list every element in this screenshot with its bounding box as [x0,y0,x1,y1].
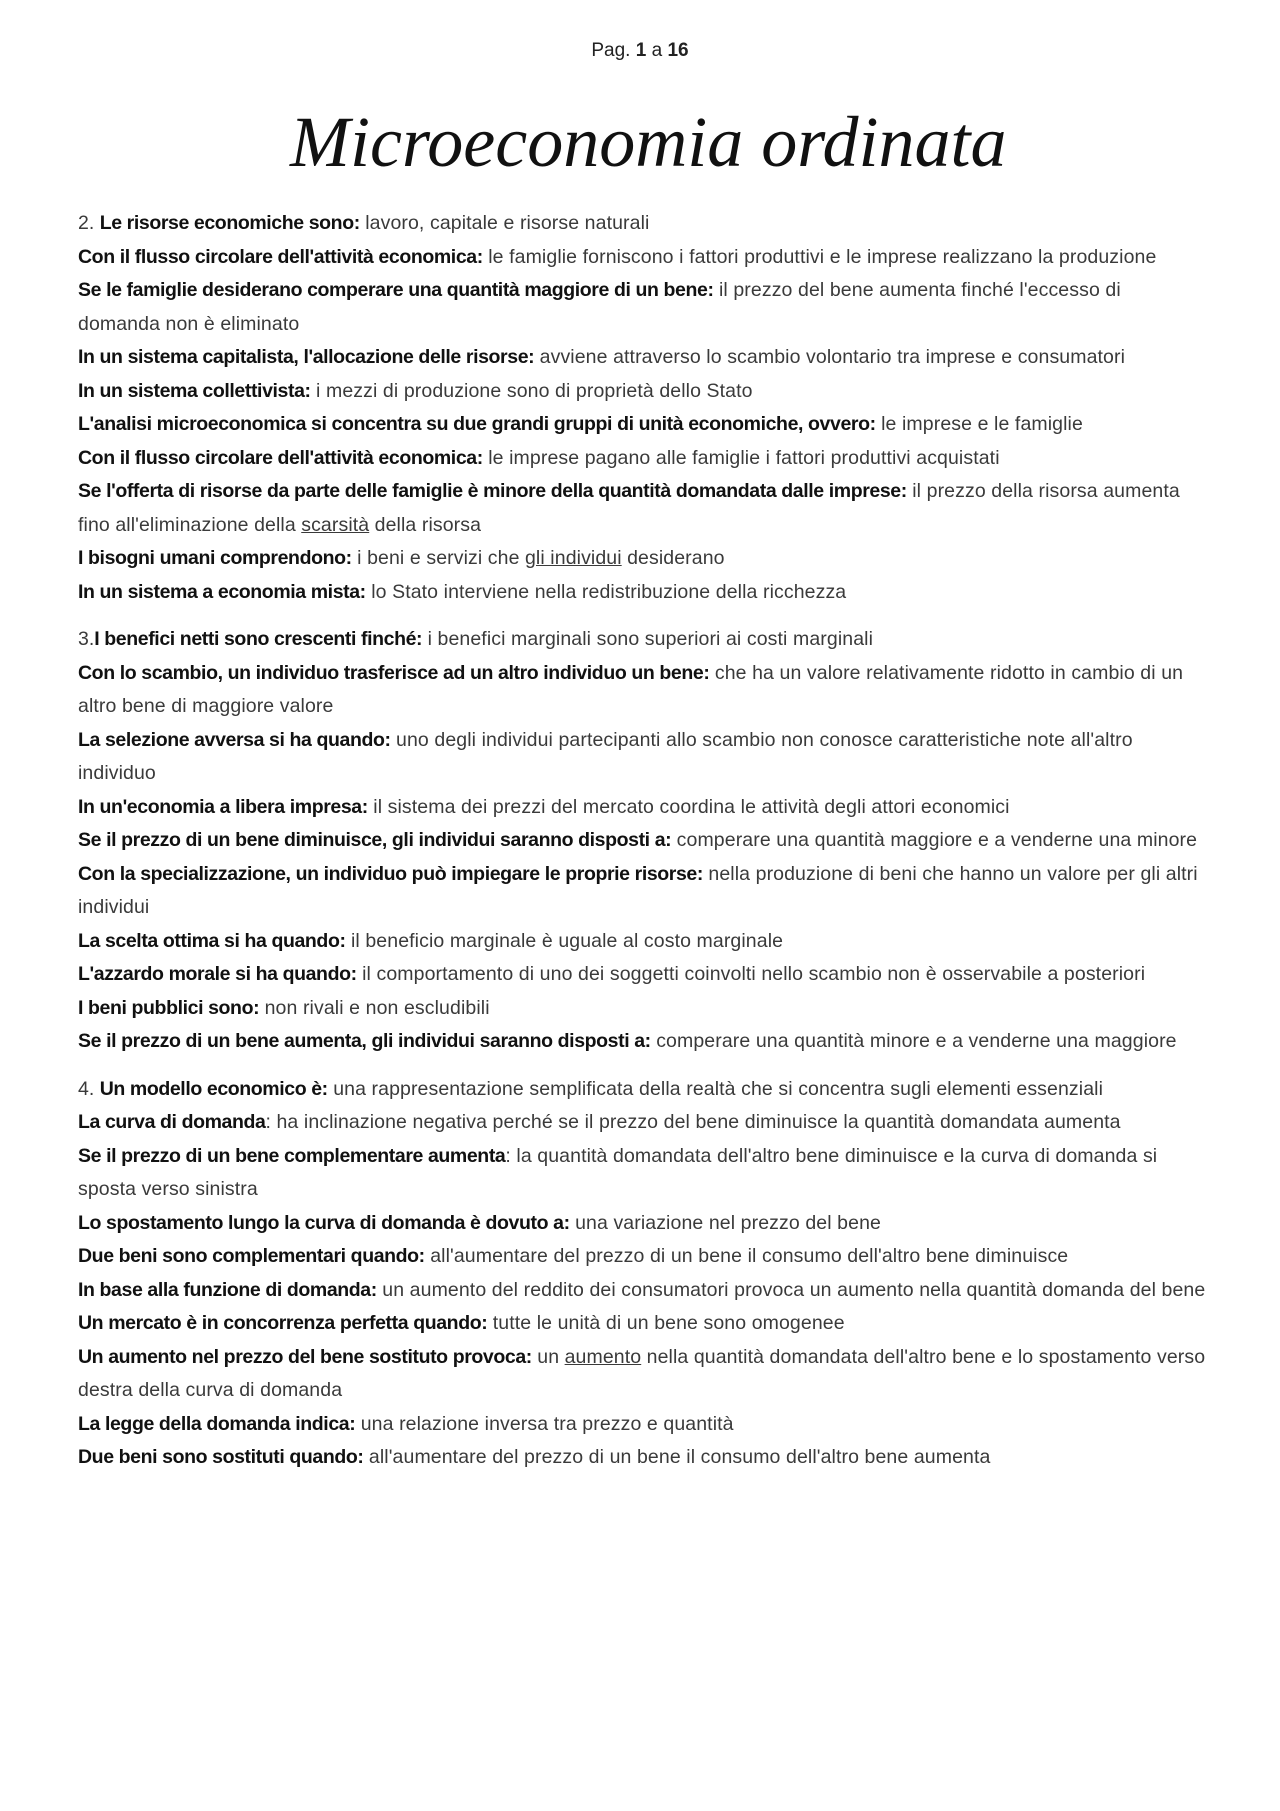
answer-text: comperare una quantità minore e a venderne una maggiore [656,1030,1177,1052]
qa-item [78,1408,1208,1442]
qa-item [78,958,1208,992]
answer-underlined: scarsità [301,513,370,536]
answer-text: tutte le unità di un bene sono omogenee [492,1312,845,1334]
qa-item [78,657,1208,724]
answer-underlined: gli individui [524,547,622,569]
qa-item [78,241,1208,275]
answer-text: lo Stato interviene nella redistribuzione della ricchezza [371,580,847,603]
question-text: Se il prezzo di un bene diminuisce, gli individui saranno disposti a: [78,829,672,851]
qa-item [78,623,1208,657]
question-text: In un sistema capitalista, l'allocazione delle risorse: [78,346,535,368]
section-2 [78,623,1208,1059]
qa-item [78,925,1208,959]
qa-item [78,1073,1208,1107]
answer-text: il sistema dei prezzi del mercato coordina le attività degli attori economici [373,795,1010,818]
answer-text: una rappresentazione semplificata della realtà che si concentra sugli elementi essenziali [333,1077,1104,1100]
answer-text: : ha inclinazione negativa perché se il prezzo del bene diminuisce la quantità domandata aumenta [265,1111,1121,1133]
section-number: 4. [78,1077,95,1100]
answer-text: il beneficio marginale è uguale al costo marginale [350,929,784,952]
qa-item [78,341,1208,375]
question-text: Se le famiglie desiderano comperare una quantità maggiore di un bene: [78,279,714,301]
qa-item [78,442,1208,476]
question-text: Se l'offerta di risorse da parte delle famiglie è minore della quantità domandata dalle imprese: [78,480,907,502]
question-text: In un sistema collettivista: [78,379,311,402]
question-text: Se il prezzo di un bene complementare aumenta [78,1144,506,1167]
qa-item [78,858,1208,925]
answer-text: i beni e servizi che [357,547,520,569]
question-text: Un modello economico è: [99,1077,328,1100]
answer-text: all'aumentare del prezzo di un bene il consumo dell'altro bene diminuisce [430,1245,1069,1267]
answer-text: nella produzione di beni che hanno un valore per gli altri individui [78,862,1198,918]
question-text: Due beni sono sostituti quando: [78,1446,364,1468]
qa-item [78,408,1208,442]
answer-text: : la quantità domandata dell'altro bene diminuisce e la curva di domanda si sposta verso sinistra [78,1144,1158,1200]
answer-text: le famiglie forniscono i fattori produttivi e le imprese realizzano la produzione [488,245,1157,268]
answer-text-after: nella quantità domandata dell'altro bene e lo spostamento verso destra della curva di domanda [78,1345,1206,1401]
answer-text: un aumento del reddito dei consumatori provoca un aumento nella quantità domanda del bene [382,1278,1206,1301]
qa-item [78,274,1208,341]
question-text: Con il flusso circolare dell'attività economica: [78,446,483,469]
qa-item [78,1240,1208,1274]
answer-text: un [537,1345,560,1368]
page-total: 16 [667,40,689,61]
section-number: 3. [78,628,95,650]
answer-text-after: desiderano [627,547,725,569]
section-1 [78,207,1208,609]
question-text: La legge della domanda indica: [78,1412,356,1435]
qa-item [78,992,1208,1026]
answer-text: lavoro, capitale e risorse naturali [365,212,650,234]
question-text: Un aumento nel prezzo del bene sostituto provoca: [78,1345,532,1368]
answer-text: il prezzo della risorsa aumenta fino all'eliminazione della [78,480,1180,536]
answer-text-after: della risorsa [374,513,482,536]
qa-item [78,1307,1208,1341]
qa-item [78,542,1208,576]
answer-text: una relazione inversa tra prezzo e quantità [360,1412,734,1435]
qa-item [78,207,1208,241]
question-text: L'analisi microeconomica si concentra su due grandi gruppi di unità economiche, ovvero: [78,413,876,435]
question-text: Un mercato è in concorrenza perfetta quando: [78,1312,488,1334]
question-text: Con il flusso circolare dell'attività economica: [78,245,483,268]
document-body [78,207,1208,1489]
question-text: Due beni sono complementari quando: [78,1245,425,1267]
qa-item [78,1207,1208,1241]
answer-text: avviene attraverso lo scambio volontario tra imprese e consumatori [539,346,1126,368]
question-text: I beni pubblici sono: [78,996,260,1019]
qa-item [78,1140,1208,1207]
answer-text: il prezzo del bene aumenta finché l'eccesso di domanda non è eliminato [78,279,1121,335]
answer-text: non rivali e non escludibili [264,996,490,1019]
question-text: La selezione avversa si ha quando: [78,728,391,751]
question-text: Se il prezzo di un bene aumenta, gli individui saranno disposti a: [78,1030,651,1052]
question-text: La scelta ottima si ha quando: [78,929,346,952]
qa-item [78,724,1208,791]
qa-item [78,1441,1208,1475]
answer-underlined: aumento [564,1345,642,1368]
answer-text: i benefici marginali sono superiori ai costi marginali [427,628,874,650]
answer-text: uno degli individui partecipanti allo scambio non conosce caratteristiche note all'altro individuo [78,728,1133,784]
qa-item [78,1106,1208,1140]
question-text: In un'economia a libera impresa: [78,795,368,818]
question-text: In un sistema a economia mista: [78,580,366,603]
question-text: Con lo scambio, un individuo trasferisce ad un altro individuo un bene: [78,661,710,684]
qa-item [78,576,1208,610]
answer-text: il comportamento di uno dei soggetti coinvolti nello scambio non è osservabile a posteriori [362,963,1146,985]
qa-item [78,475,1208,542]
answer-text: che ha un valore relativamente ridotto in cambio di un altro bene di maggiore valore [78,661,1184,717]
question-text: I bisogni umani comprendono: [78,547,352,569]
answer-text: i mezzi di produzione sono di proprietà dello Stato [316,379,753,402]
section-3 [78,1073,1208,1475]
page-sep: a [651,40,663,61]
page-current: 1 [635,40,647,61]
qa-item [78,1341,1208,1408]
answer-text: le imprese e le famiglie [881,413,1083,435]
qa-item [78,375,1208,409]
question-text: I benefici netti sono crescenti finché: [94,628,423,650]
question-text: L'azzardo morale si ha quando: [78,963,357,985]
page-prefix: Pag. [591,40,631,61]
question-text: La curva di domanda [78,1111,266,1133]
question-text: Lo spostamento lungo la curva di domanda è dovuto a: [78,1211,570,1234]
question-text: Le risorse economiche sono: [99,212,360,234]
answer-text: all'aumentare del prezzo di un bene il consumo dell'altro bene aumenta [368,1446,991,1468]
qa-item [78,791,1208,825]
question-text: In base alla funzione di domanda: [78,1278,377,1301]
page-number [0,40,1280,62]
document-title: Microeconomia ordinata [290,102,1007,182]
answer-text: una variazione nel prezzo del bene [575,1211,881,1234]
answer-text: le imprese pagano alle famiglie i fattori produttivi acquistati [488,446,1000,469]
qa-item [78,1274,1208,1308]
qa-item [78,824,1208,858]
section-number: 2. [78,212,95,234]
question-text: Con la specializzazione, un individuo può impiegare le proprie risorse: [78,862,703,885]
qa-item [78,1025,1208,1059]
answer-text: comperare una quantità maggiore e a venderne una minore [676,829,1198,851]
